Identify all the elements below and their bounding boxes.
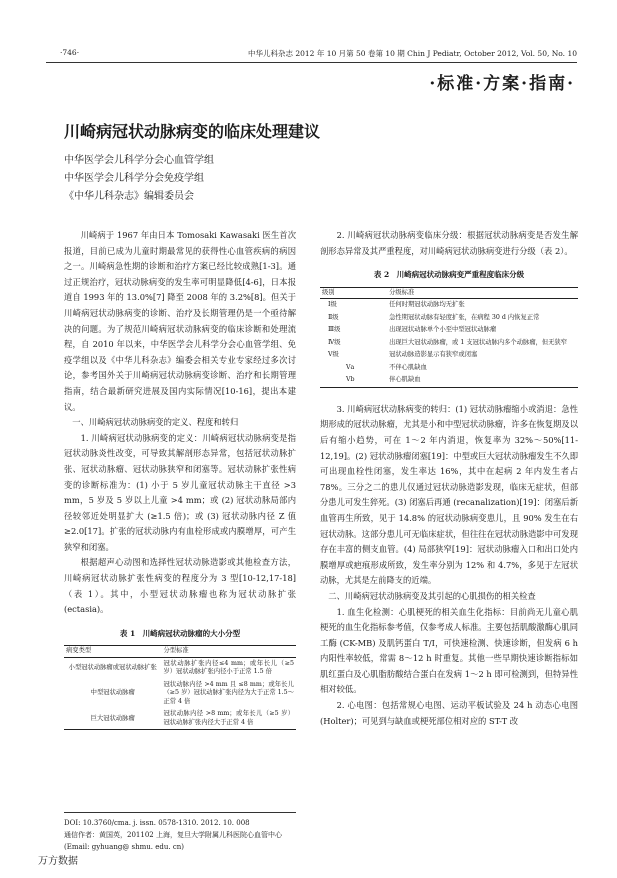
- journal-citation: 中华儿科杂志 2012 年 10 月第 50 卷第 10 期 Chin J Pediatr, October 2012, Vol. 50, No. 10: [247, 49, 577, 58]
- table-row: [320, 362, 578, 375]
- table-row: [320, 337, 578, 350]
- table2-cell-criteria: 冠状动脉造影显示有狭窄或闭塞: [389, 351, 478, 359]
- left-column: [64, 228, 296, 730]
- table2-cell-criteria: 出现巨大冠状动脉瘤，或 1 支冠状动脉内多个动脉瘤，但无狭窄: [389, 338, 568, 346]
- table2-cell-criteria: 急性期冠状动脉有轻度扩张，在病程 30 d 内恢复正常: [389, 313, 540, 321]
- table1-cell-criteria: 冠状动脉扩张内径≤4 mm；或年长儿（≥5 岁）冠状动脉扩张内径小于正常 1.5 倍: [163, 659, 294, 676]
- table1-cell-type: 巨大冠状动脉瘤: [64, 708, 161, 730]
- table-row: [64, 657, 296, 679]
- table1-cell-criteria: 冠状动脉内径 >8 mm；或年长儿（≥5 岁）冠状动脉扩张内径大于正常 4 倍: [161, 708, 296, 730]
- ecg-paragraph: 2. 心电图：包括常规心电图、运动平板试验及 24 h 动态心电图 (Holter)；可见到与缺血或梗死部位相对应的 ST-T 改: [320, 700, 578, 726]
- table-row: [320, 312, 578, 325]
- classification-paragraph: 根据超声心动图和选择性冠状动脉造影或其他检查方法，川崎病冠状动脉扩张性病变的程度分为 3 型[10-12,17-18]（表 1）。其中，小型冠状动脉瘤也称为冠状动脉扩张 (ectasia)。: [64, 557, 296, 615]
- table2-header-grade: 级别: [320, 287, 387, 299]
- table1-cell-type: 小型冠状动脉瘤或冠状动脉扩张: [68, 664, 157, 672]
- table2-cell-grade: Ⅱ级: [328, 313, 339, 321]
- table-row: [64, 708, 296, 730]
- table2-cell-grade: Ⅴb: [320, 374, 387, 387]
- definition-paragraph: 1. 川崎病冠状动脉病变的定义：川崎病冠状动脉病变是指冠状动脉炎性改变，可导致其解剖形态异常，包括冠状动脉扩张、冠状动脉瘤、冠状动脉狭窄和闭塞等。冠状动脉扩张性病变的诊断标准为：(1) 小于 5 岁儿童冠状动脉主干直径 >3 mm，5 岁及 5 岁以上儿童 >4 mm；或 (2) 冠状动脉局部内径较邻近处明显扩大 (≥1.5 倍)；或 (3) 冠状动脉内径 Z 值 ≥2.0[17]。扩张的冠状动脉内有血栓形成或内膜增厚，可产生狭窄和闭塞。: [64, 432, 296, 552]
- table2-cell-criteria: 出现冠状动脉单个小至中型冠状动脉瘤: [389, 326, 497, 334]
- watermark: 万方数据: [38, 856, 78, 867]
- table-row: [320, 349, 578, 362]
- table1-cell-type: 中型冠状动脉瘤: [90, 689, 135, 697]
- table-row: [320, 324, 578, 337]
- doi-line: DOI: 10.3760/cma. j. issn. 0578-1310. 2012. 10. 008: [64, 819, 250, 827]
- footnote: [64, 812, 296, 853]
- right-column: [320, 228, 578, 729]
- intro-paragraph: 川崎病于 1967 年由日本 Tomosaki Kawasaki 医生首次报道，目前已成为儿童时期最常见的获得性心血管疾病的病因之一。川崎病急性期的诊断和治疗方案已经比较成熟[1-3]。通过正规治疗，冠状动脉病变的发生率可明显降低[4-6]，日本报道自 1993 年的 13.0%[7] 降至 2008 年的 3.2%[8]。但关于川崎病冠状动脉病变的诊断、治疗及长期管理仍是一个亟待解决的问题。为了规范川崎病冠状动脉病变的临床诊断和处理流程，自 2010 年以来，中华医学会儿科学分会心血管学组、免疫学组以及《中华儿科杂志》编委会相关专业专家经过多次讨论，参考国外关于川崎病冠状动脉病变诊断、治疗和长期管理指南，结合最新研究进展及国内实际情况[10-16]，提出本建议。: [64, 230, 296, 412]
- correspondence-line: 通信作者：黄国英，201102 上海，复旦大学附属儿科医院心血管中心 (Email: gyhuang@ shmu. edu. cn): [64, 831, 282, 851]
- table1-cell-criteria: 冠状动脉内径 >4 mm 且 ≤8 mm；或年长儿（≥5 岁）冠状动脉扩张内径为大于正常 1.5～正常 4 倍: [163, 680, 294, 705]
- author-list: [64, 152, 214, 206]
- table2-caption: 表 2 川崎病冠状动脉病变严重程度临床分级: [373, 270, 525, 280]
- grading-paragraph: 2. 川崎病冠状动脉病变临床分级：根据冠状动脉病变是否发生解剖形态异常及其严重程度，对川崎病冠状动脉病变进行分级（表 2）。: [320, 230, 578, 256]
- table-row: [320, 299, 578, 312]
- table2-cell-grade: Ⅴa: [346, 363, 355, 371]
- table1-header-criteria: 分型标准: [161, 646, 296, 658]
- section-heading-2: 二、川崎病冠状动脉病变及其引起的心肌损伤的相关检查: [328, 590, 536, 601]
- table2-header-criteria: 分级标准: [387, 287, 578, 299]
- severity-grade-table: [320, 287, 578, 388]
- table2-cell-grade: Ⅲ级: [328, 326, 341, 334]
- author-1: 中华医学会儿科学分会心血管学组: [64, 155, 214, 166]
- running-header: [46, 46, 577, 63]
- table1-header-type: 病变类型: [64, 646, 161, 658]
- biochem-paragraph: 1. 血生化检测：心肌梗死的相关血生化指标：目前尚无儿童心肌梗死的血生化指标参考值，仅参考成人标准。主要包括肌酸激酶心肌同工酶 (CK-MB) 及肌钙蛋白 T/I，可快速检测、快速诊断，但发病 6 h 内阳性率较低，常需 8～12 h 时重复。其他一些早期快速诊断指标如肌红蛋白及心肌脂肪酸结合蛋白在发病 1～2 h 即可检测到，但特异性相对较低。: [320, 606, 578, 695]
- table2-cell-grade: Ⅴ级: [328, 351, 339, 359]
- article-title: 川崎病冠状动脉病变的临床处理建议: [64, 122, 321, 141]
- section-heading-1: 一、川崎病冠状动脉病变的定义、程度和转归: [72, 417, 239, 428]
- author-3: 《中华儿科杂志》编辑委员会: [64, 191, 194, 202]
- table-row: [64, 679, 296, 709]
- aneurysm-size-table: [64, 645, 296, 730]
- outcome-paragraph: 3. 川崎病冠状动脉病变的转归：(1) 冠状动脉瘤缩小或消退：急性期形成的冠状动脉瘤，尤其是小和中型冠状动脉瘤，许多在恢复期及以后有缩小趋势，可在 1～2 年内消退，恢复率为 32%～50%[11-12,19]。(2) 冠状动脉瘤闭塞[19]：中型或巨大冠状动脉瘤发生不久即可出现血栓性闭塞，发生率达 16%，其中在起病 2 年内发生者占 78%。三分之二的患儿仅通过冠状动脉造影发现，临床无症状，但部分患儿可发生猝死。(3) 闭塞后再通 (recanalization)[19]：闭塞后新血管再生所致，见于 14.8% 的冠状动脉病变患儿，且 90% 发生在右冠状动脉。这部分患儿可无临床症状，但往往在冠状动脉造影中可发现存在丰富的侧支血管。(4) 局部狭窄[19]：冠状动脉瘤入口和出口处内膜增厚或疤痕形成所致，发生率分别为 12% 和 4.7%，多见于左冠状动脉，尤其是左前降支的近端。: [320, 403, 578, 586]
- table2-cell-criteria: 伴心肌缺血: [387, 374, 578, 387]
- table2-cell-grade: Ⅰ级: [328, 301, 337, 309]
- table-row: [320, 374, 578, 387]
- table1-caption: 表 1 川崎病冠状动脉瘤的大小分型: [119, 628, 241, 638]
- page-number: ·746·: [60, 48, 80, 57]
- section-label: ·标准·方案·指南·: [429, 74, 575, 94]
- author-2: 中华医学会儿科学分会免疫学组: [64, 173, 204, 184]
- table2-cell-criteria: 任何时期冠状动脉均无扩张: [389, 301, 465, 309]
- table2-cell-criteria: 不伴心肌缺血: [389, 363, 427, 371]
- table2-cell-grade: Ⅳ级: [328, 338, 341, 346]
